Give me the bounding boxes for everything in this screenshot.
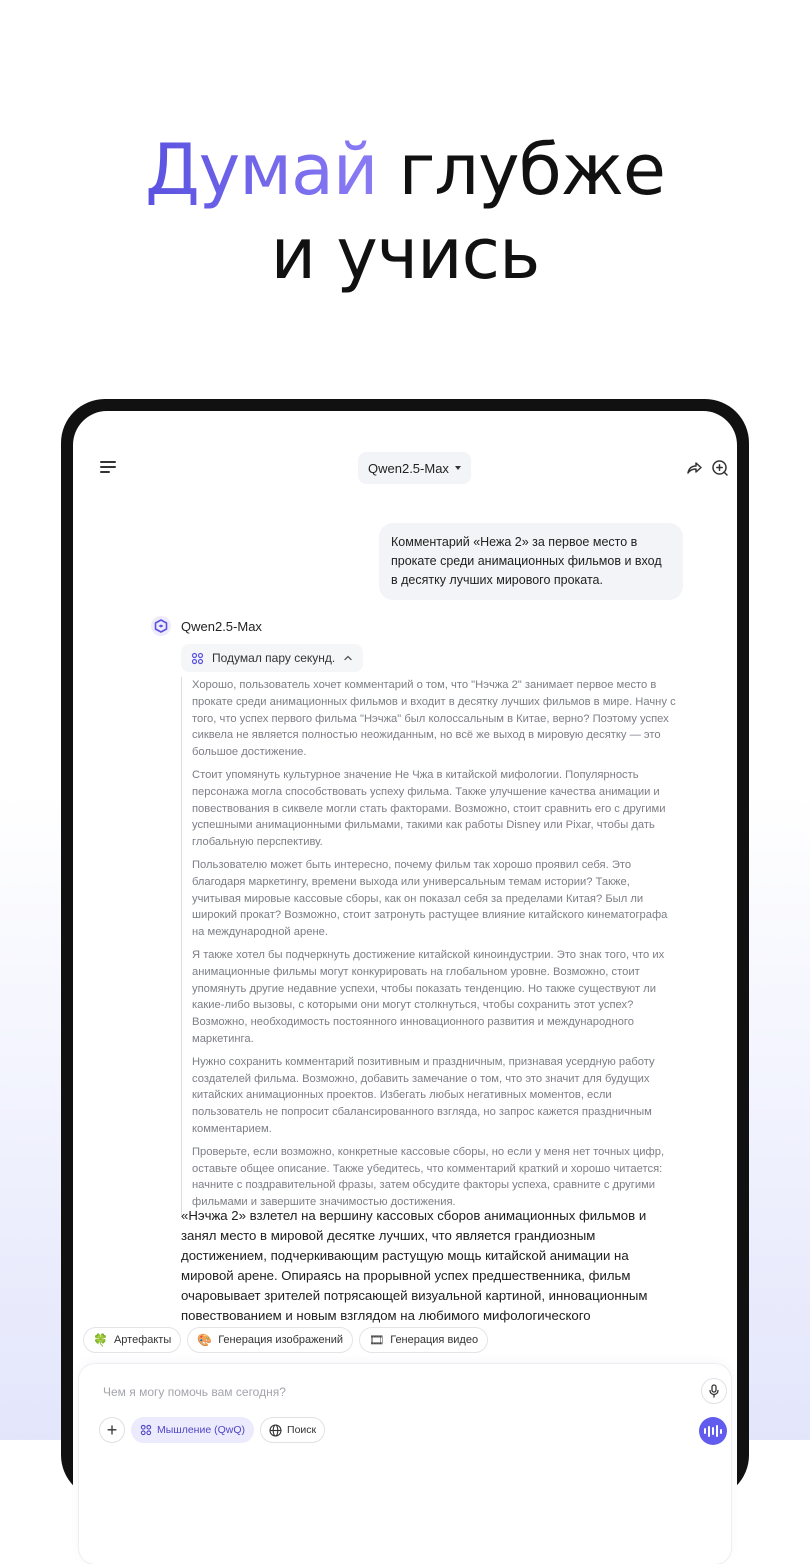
search-toggle[interactable]: [260, 1417, 325, 1443]
bot-name: Qwen2.5-Max: [181, 618, 262, 634]
headline-line1-rest: глубже: [377, 129, 665, 211]
qwen-logo-icon: [151, 616, 171, 636]
message-input[interactable]: Чем я могу помочь вам сегодня?: [103, 1385, 286, 1399]
thought-paragraph: Хорошо, пользователь хочет комментарий о том, что "Нэчжа 2" занимает первое место в прокате среди анимационных фильмов и входит в десятку лучших фильмов в мире. Начну с того, что успех первого фильма "Нэчжа" был колоссальным в Китае, верно? Поэтому успех сиквела не является полностью неожиданным, но всё же выход в мировую десятку — это большое достижение.: [192, 679, 676, 759]
thinking-mode-toggle[interactable]: [131, 1417, 254, 1443]
chip-label: Генерация видео: [390, 1334, 479, 1346]
film-icon: 🎞: [368, 1333, 385, 1347]
thought-paragraph: Проверьте, если возможно, конкретные кассовые сборы, но если у меня нет точных цифр, оставьте общее описание. Также убедитесь, что комментарий краткий и хорошо читается: начните с поздравительной фразы, затем обсудите факторы успеха, сравните с другими фильмами и завершите значимостью достижения.: [192, 1145, 665, 1209]
thought-process: [181, 677, 681, 1217]
image-generation-chip[interactable]: [187, 1327, 353, 1353]
top-bar: [73, 411, 737, 501]
globe-icon: [269, 1424, 282, 1437]
thinking-icon: [140, 1424, 152, 1436]
add-attachment-button[interactable]: +: [99, 1417, 125, 1443]
feature-chips: [83, 1327, 488, 1353]
thought-paragraph: Нужно сохранить комментарий позитивным и праздничным, признавая усердную работу создателей фильма. Возможно, добавить замечание о том, что это значит для будущих китайских анимационных проектов. Избегать любых негативных моментов, если пользователь не попросит сбалансированного взгляда, но запрос кажется праздничным комментарием.: [192, 1055, 655, 1135]
tablet-frame: [61, 399, 749, 1499]
caret-down-icon: [455, 466, 461, 470]
palette-icon: 🎨: [197, 1333, 213, 1347]
headline-accent: Думай: [145, 129, 378, 211]
video-generation-chip[interactable]: [359, 1327, 488, 1353]
app-screen: [73, 411, 737, 1499]
thought-paragraph: Пользователю может быть интересно, почему фильм так хорошо проявил себя. Это благодаря маркетингу, времени выхода или универсальным темам истории? Также, учитывая мировые кассовые сборы, как он показал себя за пределами Китая? Был ли широкий прокат? Возможно, стоит затронуть растущее влияние китайского кинематографа на международной арене.: [192, 858, 668, 939]
chip-label: Артефакты: [113, 1334, 172, 1346]
model-selector[interactable]: [358, 452, 471, 484]
menu-icon[interactable]: [100, 461, 116, 473]
thought-paragraph: Я также хотел бы подчеркнуть достижение китайской киноиндустрии. Это знак того, что их анимационные фильмы могут конкурировать на глобальном уровне. Возможно, стоит упомянуть другие недавние успехи, чтобы показать тенденцию. Но также существуют ли какие-либо вызовы, с которыми они могут столкнуться, чтобы сохранить этот успех? Возможно, необходимость постоянного инновационного развития и международного маркетинга.: [192, 948, 665, 1045]
voice-send-button[interactable]: [699, 1417, 727, 1445]
model-name: Qwen2.5-Max: [368, 460, 449, 476]
bot-answer: «Нэчжа 2» взлетел на вершину кассовых сборов анимационных фильмов и занял место в мировой десятке лучших, что является грандиозным достижением, подчеркивающим растущую мощь китайской анимации на мировой арене. Опираясь на прорывной успех предшественника, фильм очаровывает зрителей потрясающей визуальной картиной, инновационным повествованием и новым взглядом на любимого мифологического: [181, 1208, 648, 1323]
search-label: Поиск: [287, 1424, 317, 1436]
artifacts-chip[interactable]: [83, 1327, 181, 1353]
clover-icon: 🍀: [93, 1333, 108, 1347]
chip-label: Генерация изображений: [218, 1334, 343, 1346]
thinking-toggle[interactable]: [181, 644, 363, 672]
microphone-icon: [708, 1384, 720, 1398]
thinking-icon: [191, 652, 204, 665]
thinking-label: Подумал пару секунд.: [212, 651, 336, 665]
user-message: Комментарий «Нежа 2» за первое место в прокате среди анимационных фильмов и вход в десятку лучших мирового проката.: [379, 523, 683, 600]
chevron-up-icon: [343, 653, 353, 663]
headline-line2: и учись: [270, 213, 540, 295]
thinking-mode-label: Мышление (QwQ): [157, 1424, 246, 1436]
composer-tools: [99, 1417, 325, 1443]
microphone-button[interactable]: [701, 1378, 727, 1404]
share-icon[interactable]: [685, 459, 703, 477]
thought-paragraph: Стоит упомянуть культурное значение Не Чжа в китайской мифологии. Популярность персонажа могла способствовать успеху фильма. Также улучшение качества анимации и повествования в сиквеле могли стать факторами. Возможно, стоит сравнить его с другими успешными анимационными фильмами, такими как работы Disney или Pixar, чтобы дать глобальную перспективу.: [192, 768, 666, 849]
composer: [79, 1364, 731, 1564]
headline: [0, 128, 810, 296]
bot-header: [151, 616, 262, 636]
new-chat-icon[interactable]: [711, 459, 729, 477]
